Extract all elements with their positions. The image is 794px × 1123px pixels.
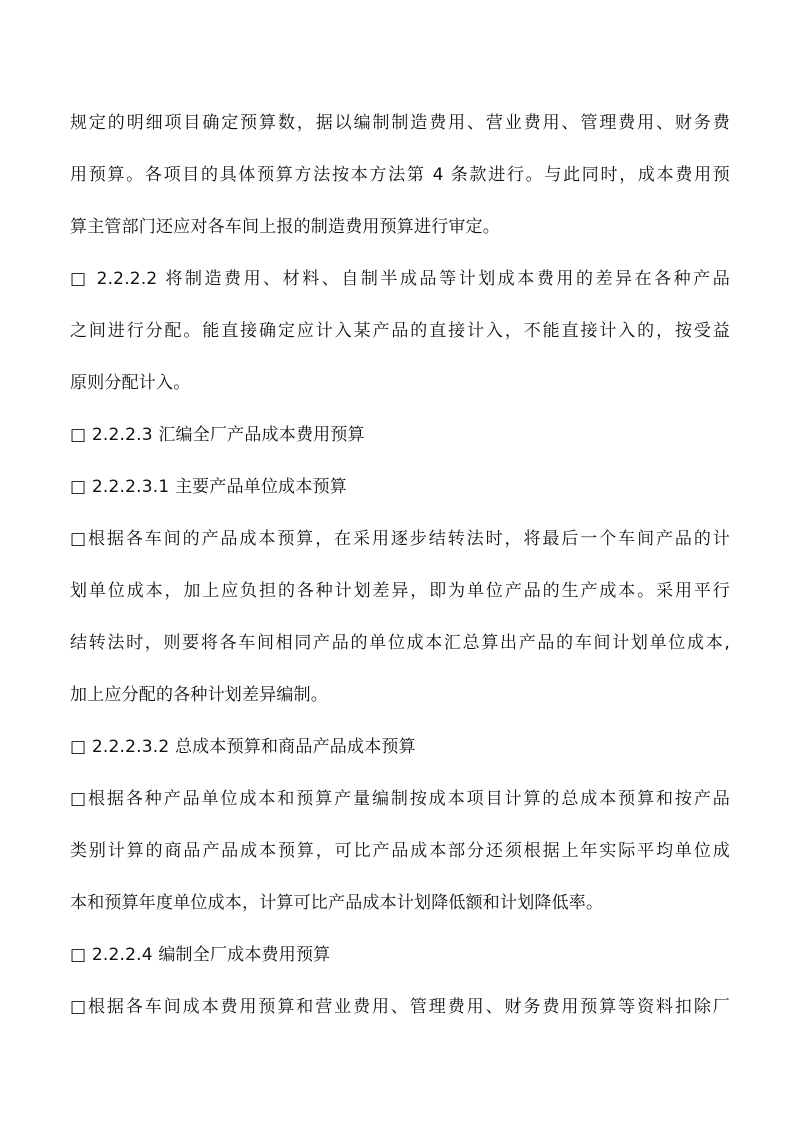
paragraph-line: □根据各车间成本费用预算和营业费用、管理费用、财务费用预算等资料扣除厂 bbox=[70, 997, 730, 1017]
paragraph-line: 类别计算的商品产品成本预算，可比产品成本部分还须根据上年实际平均单位成 bbox=[70, 841, 730, 861]
section-heading-2-2-2-3-1: □ 2.2.2.3.1 主要产品单位成本预算 bbox=[70, 477, 347, 497]
paragraph-line: 之间进行分配。能直接确定应计入某产品的直接计入，不能直接计入的，按受益 bbox=[70, 321, 730, 341]
paragraph-line: 划单位成本，加上应负担的各种计划差异，即为单位产品的生产成本。采用平行 bbox=[70, 581, 730, 601]
paragraph-line: 规定的明细项目确定预算数，据以编制制造费用、营业费用、管理费用、财务费 bbox=[70, 113, 730, 133]
paragraph-line: 加上应分配的各种计划差异编制。 bbox=[70, 685, 328, 705]
paragraph-line: 算主管部门还应对各车间上报的制造费用预算进行审定。 bbox=[70, 217, 500, 237]
paragraph-line: □根据各种产品单位成本和预算产量编制按成本项目计算的总成本预算和按产品 bbox=[70, 789, 730, 809]
paragraph-line: □根据各车间的产品成本预算，在采用逐步结转法时，将最后一个车间产品的计 bbox=[70, 529, 730, 549]
paragraph-line: 原则分配计入。 bbox=[70, 373, 191, 393]
paragraph-line: 用预算。各项目的具体预算方法按本方法第 4 条款进行。与此同时，成本费用预 bbox=[70, 165, 730, 185]
section-heading-2-2-2-4: □ 2.2.2.4 编制全厂成本费用预算 bbox=[70, 945, 331, 965]
section-heading-2-2-2-3: □ 2.2.2.3 汇编全厂产品成本费用预算 bbox=[70, 425, 365, 445]
section-heading-2-2-2-3-2: □ 2.2.2.3.2 总成本预算和商品产品成本预算 bbox=[70, 737, 416, 757]
paragraph-line: 结转法时，则要将各车间相同产品的单位成本汇总算出产品的车间计划单位成本, bbox=[70, 633, 730, 653]
paragraph-line: 本和预算年度单位成本，计算可比产品成本计划降低额和计划降低率。 bbox=[70, 893, 604, 913]
section-heading-2-2-2-2: □ 2.2.2.2 将制造费用、材料、自制半成品等计划成本费用的差异在各种产品 bbox=[70, 269, 730, 289]
